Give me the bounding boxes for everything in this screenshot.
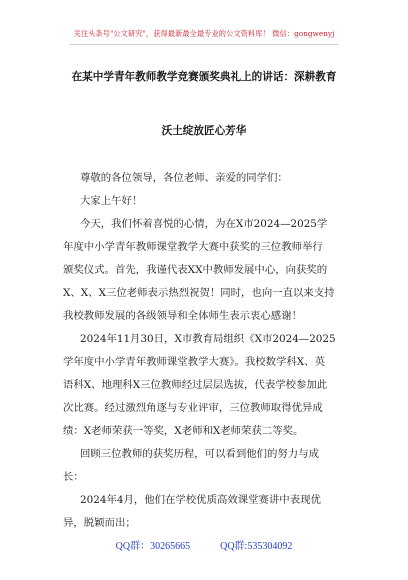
body-line: 2024年11月30日，X市教育局组织《X市2024—2025	[80, 333, 336, 345]
document-title-line-2: 沃土绽放匠心芳华	[161, 125, 247, 137]
footer-qq-group-2: QQ群:535304092	[220, 541, 293, 552]
greeting: 大家上午好！	[80, 195, 143, 207]
body-line: X、X、X三位老师表示热烈祝贺！同时，也向一直以来支持	[63, 287, 335, 299]
body-line: 年度中小学青年教师课堂教学大赛中获奖的三位教师举行	[63, 241, 323, 253]
body-line: 语科X、地理科X三位教师经过层层选拔，代表学校参加此	[63, 379, 328, 391]
body-line: 我校教师发展的各级领导和全体师生表示衷心感谢！	[63, 310, 302, 322]
body-line: 学年度中小学青年教师课堂教学大赛》。我校数学科X、英	[63, 356, 325, 368]
body-line: 2024年4月，他们在学校优质高效课堂赛讲中表现优	[80, 494, 321, 506]
body-line: 异，脱颖而出；	[63, 517, 136, 529]
body-line: 绩：X老师荣获一等奖，X老师和X老师荣获二等奖。	[63, 425, 304, 437]
body-line: 颁奖仪式。首先，我谨代表XX中教师发展中心，向获奖的	[63, 264, 328, 276]
footer	[0, 537, 408, 552]
body-line: 次比赛。经过激烈角逐与专业评审，三位教师取得优异成	[63, 402, 323, 414]
body-line: 今天，我们怀着喜悦的心情，为在X市2024—2025学	[80, 218, 328, 230]
body-line: 长：	[63, 471, 84, 483]
body-line: 回顾三位教师的获奖历程，可以看到他们的努力与成	[80, 448, 319, 460]
footer-qq-group-1: QQ群：30265665	[115, 541, 191, 552]
header-banner: 关注头条号"公文研究"，获得最新最全最专业的公文资料库！ 微信：gongwenyj	[73, 29, 335, 38]
salutation: 尊敬的各位领导，各位老师、亲爱的同学们：	[80, 172, 288, 184]
document-title-line-1: 在某中学青年教师教学竞赛颁奖典礼上的讲话：深耕教育	[71, 71, 337, 83]
header-divider	[70, 44, 338, 45]
